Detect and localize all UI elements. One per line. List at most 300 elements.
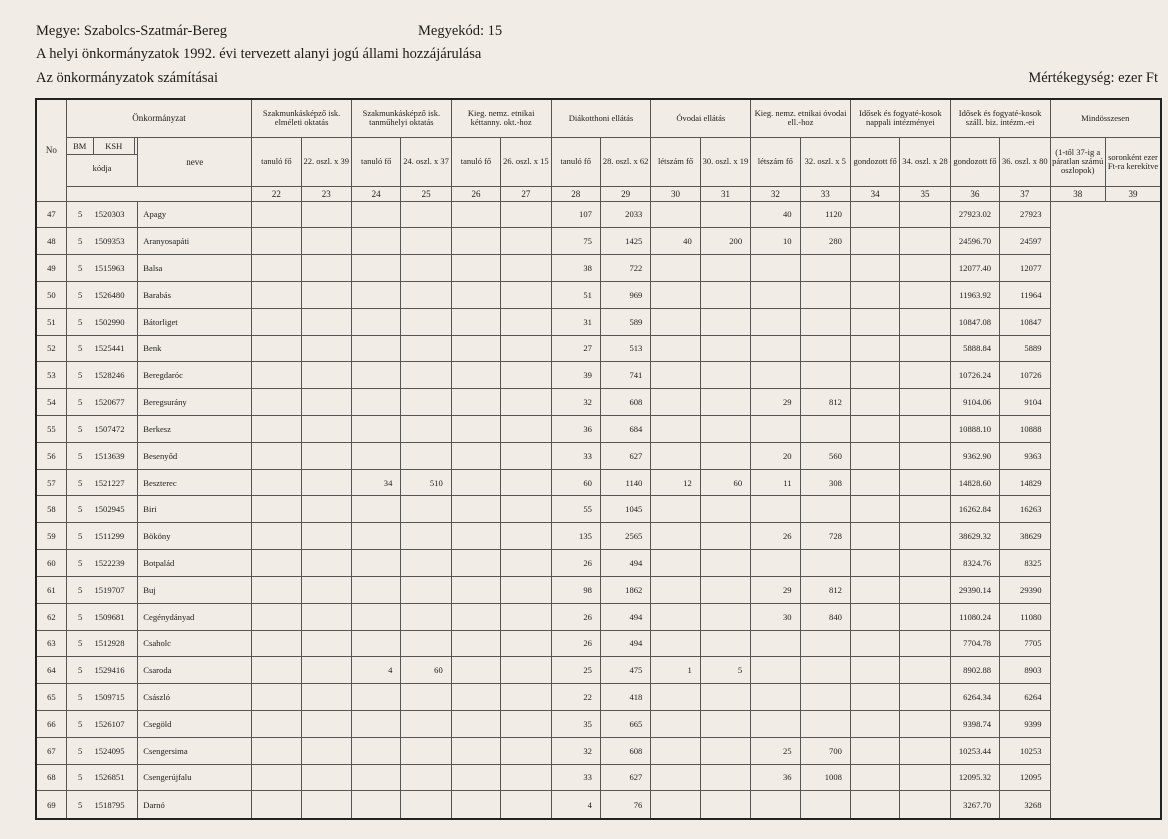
value-cell — [351, 255, 400, 282]
table-row — [36, 335, 1161, 362]
table-row — [36, 255, 1161, 282]
county-code-label: Megyekód: 15 — [418, 23, 503, 39]
value-cell — [800, 684, 850, 711]
municipality-name: Beregdaróc — [138, 362, 252, 389]
value-cell — [751, 335, 800, 362]
value-cell — [451, 416, 500, 443]
total-value: 16262.84 — [950, 496, 999, 523]
value-cell — [700, 442, 750, 469]
value-cell — [751, 657, 800, 684]
total-value: 8324.76 — [950, 550, 999, 577]
value-cell — [700, 335, 750, 362]
value-cell — [252, 657, 301, 684]
value-cell — [351, 281, 400, 308]
value-cell — [301, 255, 351, 282]
total-value: 14828.60 — [950, 469, 999, 496]
value-cell — [800, 255, 850, 282]
value-cell: 1120 — [800, 201, 850, 228]
value-cell — [900, 684, 950, 711]
row-number: 51 — [36, 308, 66, 335]
value-cell — [800, 308, 850, 335]
rounded-total: 38629 — [1000, 523, 1050, 550]
value-cell — [800, 335, 850, 362]
value-cell — [252, 791, 301, 819]
rounded-total: 7705 — [1000, 630, 1050, 657]
row-number: 52 — [36, 335, 66, 362]
value-cell — [700, 737, 750, 764]
value-cell — [850, 228, 899, 255]
rounded-total: 11080 — [1000, 603, 1050, 630]
value-cell — [651, 737, 700, 764]
value-cell: 728 — [800, 523, 850, 550]
municipality-name: Bököny — [138, 523, 252, 550]
value-cell — [351, 523, 400, 550]
value-cell: 34 — [351, 469, 400, 496]
value-cell — [451, 469, 500, 496]
value-cell — [451, 710, 500, 737]
value-cell: 31 — [551, 308, 600, 335]
rounded-total: 6264 — [1000, 684, 1050, 711]
value-cell — [850, 281, 899, 308]
value-cell: 513 — [600, 335, 650, 362]
header-sub: 24. oszl. x 37 — [401, 137, 451, 186]
value-cell: 840 — [800, 603, 850, 630]
value-cell — [401, 576, 451, 603]
ksh-code: 1529416 — [93, 657, 137, 684]
value-cell — [351, 603, 400, 630]
value-cell — [351, 335, 400, 362]
value-cell: 722 — [600, 255, 650, 282]
value-cell — [351, 684, 400, 711]
total-value: 9362.90 — [950, 442, 999, 469]
value-cell — [252, 335, 301, 362]
value-cell — [900, 603, 950, 630]
value-cell: 665 — [600, 710, 650, 737]
value-cell: 2033 — [600, 201, 650, 228]
bm-code: 5 — [66, 603, 93, 630]
value-cell: 33 — [551, 764, 600, 791]
value-cell — [351, 362, 400, 389]
value-cell — [401, 603, 451, 630]
value-cell — [252, 255, 301, 282]
value-cell — [451, 362, 500, 389]
value-cell: 494 — [600, 603, 650, 630]
total-value: 8902.88 — [950, 657, 999, 684]
total-value: 10726.24 — [950, 362, 999, 389]
ksh-code: 1519707 — [93, 576, 137, 603]
row-number: 61 — [36, 576, 66, 603]
value-cell — [900, 550, 950, 577]
unit-label: Mértékegység: ezer Ft — [1028, 70, 1158, 86]
bm-code: 5 — [66, 308, 93, 335]
ksh-code: 1520303 — [93, 201, 137, 228]
value-cell: 10 — [751, 228, 800, 255]
row-number: 47 — [36, 201, 66, 228]
value-cell — [751, 281, 800, 308]
value-cell — [900, 576, 950, 603]
value-cell: 98 — [551, 576, 600, 603]
value-cell — [451, 308, 500, 335]
header-group: Idősek és fogyaté-kosok száll. biz. intézm.-ei — [950, 99, 1050, 137]
value-cell — [301, 335, 351, 362]
row-number: 58 — [36, 496, 66, 523]
value-cell: 60 — [401, 657, 451, 684]
value-cell — [351, 308, 400, 335]
value-cell: 627 — [600, 442, 650, 469]
value-cell — [401, 523, 451, 550]
ksh-code: 1515963 — [93, 255, 137, 282]
header-sub: 26. oszl. x 15 — [501, 137, 551, 186]
value-cell — [401, 255, 451, 282]
header-sub: 28. oszl. x 62 — [600, 137, 650, 186]
header-sub: létszám fő — [751, 137, 800, 186]
ksh-code: 1513639 — [93, 442, 137, 469]
rounded-total: 10888 — [1000, 416, 1050, 443]
total-value: 12077.40 — [950, 255, 999, 282]
value-cell — [451, 228, 500, 255]
value-cell: 29 — [751, 389, 800, 416]
bm-code: 5 — [66, 791, 93, 819]
value-cell — [351, 228, 400, 255]
value-cell: 60 — [700, 469, 750, 496]
value-cell — [800, 362, 850, 389]
municipality-name: Berkesz — [138, 416, 252, 443]
column-number: 37 — [1000, 186, 1050, 201]
value-cell — [700, 764, 750, 791]
ksh-code: 1522239 — [93, 550, 137, 577]
ksh-code: 1509715 — [93, 684, 137, 711]
value-cell — [651, 335, 700, 362]
value-cell — [301, 496, 351, 523]
value-cell — [451, 630, 500, 657]
value-cell — [651, 255, 700, 282]
value-cell — [850, 523, 899, 550]
total-value: 6264.34 — [950, 684, 999, 711]
rounded-total: 3268 — [1000, 791, 1050, 819]
table-row — [36, 416, 1161, 443]
value-cell — [800, 630, 850, 657]
value-cell — [501, 469, 551, 496]
column-number: 39 — [1105, 186, 1161, 201]
rounded-total: 29390 — [1000, 576, 1050, 603]
value-cell — [451, 737, 500, 764]
value-cell — [900, 496, 950, 523]
value-cell: 32 — [551, 737, 600, 764]
value-cell — [700, 603, 750, 630]
value-cell: 26 — [751, 523, 800, 550]
value-cell — [501, 496, 551, 523]
rounded-total: 8903 — [1000, 657, 1050, 684]
value-cell — [751, 684, 800, 711]
header-sub: tanuló fő — [551, 137, 600, 186]
rounded-total: 24597 — [1000, 228, 1050, 255]
value-cell — [301, 630, 351, 657]
value-cell — [252, 281, 301, 308]
header-sub: tanuló fő — [451, 137, 500, 186]
table-row — [36, 764, 1161, 791]
value-cell — [900, 308, 950, 335]
value-cell — [301, 389, 351, 416]
column-number: 27 — [501, 186, 551, 201]
value-cell — [850, 630, 899, 657]
bm-code: 5 — [66, 737, 93, 764]
value-cell: 5 — [700, 657, 750, 684]
value-cell: 700 — [800, 737, 850, 764]
value-cell — [651, 201, 700, 228]
value-cell — [800, 281, 850, 308]
table-row — [36, 362, 1161, 389]
ksh-code: 1502990 — [93, 308, 137, 335]
rounded-total: 9363 — [1000, 442, 1050, 469]
value-cell: 22 — [551, 684, 600, 711]
value-cell — [401, 764, 451, 791]
value-cell — [850, 308, 899, 335]
table-row — [36, 469, 1161, 496]
value-cell: 1045 — [600, 496, 650, 523]
value-cell: 200 — [700, 228, 750, 255]
ksh-code: 1509681 — [93, 603, 137, 630]
value-cell — [401, 362, 451, 389]
header-sub: (1-től 37-ig a páratlan számú oszlopok) — [1050, 137, 1105, 186]
value-cell: 684 — [600, 416, 650, 443]
value-cell — [850, 201, 899, 228]
table-row — [36, 496, 1161, 523]
value-cell — [900, 523, 950, 550]
municipality-name: Aranyosapáti — [138, 228, 252, 255]
value-cell — [900, 362, 950, 389]
value-cell — [401, 684, 451, 711]
value-cell: 26 — [551, 603, 600, 630]
header-sub: tanuló fő — [252, 137, 301, 186]
value-cell — [800, 416, 850, 443]
ksh-code: 1518795 — [93, 791, 137, 819]
municipality-name: Bátorliget — [138, 308, 252, 335]
value-cell: 40 — [651, 228, 700, 255]
municipality-name: Benk — [138, 335, 252, 362]
value-cell — [700, 308, 750, 335]
value-cell — [252, 496, 301, 523]
value-cell — [301, 416, 351, 443]
value-cell — [451, 576, 500, 603]
value-cell: 608 — [600, 389, 650, 416]
value-cell — [850, 550, 899, 577]
total-value: 38629.32 — [950, 523, 999, 550]
value-cell — [700, 684, 750, 711]
row-number: 54 — [36, 389, 66, 416]
row-number: 63 — [36, 630, 66, 657]
total-value: 5888.84 — [950, 335, 999, 362]
value-cell — [651, 308, 700, 335]
column-number: 25 — [401, 186, 451, 201]
value-cell — [700, 496, 750, 523]
value-cell — [700, 416, 750, 443]
municipality-name: Csaroda — [138, 657, 252, 684]
value-cell — [751, 255, 800, 282]
value-cell — [351, 496, 400, 523]
bm-code: 5 — [66, 281, 93, 308]
value-cell — [252, 523, 301, 550]
document-subtitle: Az önkormányzatok számításai — [36, 70, 218, 86]
column-number: 28 — [551, 186, 600, 201]
header-code-cell — [66, 137, 138, 186]
value-cell — [401, 335, 451, 362]
value-cell — [501, 523, 551, 550]
value-cell — [900, 335, 950, 362]
rounded-total: 11964 — [1000, 281, 1050, 308]
municipality-name: Csengersima — [138, 737, 252, 764]
column-number: 30 — [651, 186, 700, 201]
value-cell — [800, 550, 850, 577]
bm-code: 5 — [66, 469, 93, 496]
value-cell: 494 — [600, 630, 650, 657]
value-cell — [800, 791, 850, 819]
row-number: 68 — [36, 764, 66, 791]
value-cell — [850, 469, 899, 496]
value-cell — [850, 255, 899, 282]
table-row — [36, 791, 1161, 819]
bm-code: 5 — [66, 228, 93, 255]
value-cell — [501, 389, 551, 416]
value-cell: 40 — [751, 201, 800, 228]
value-cell — [800, 657, 850, 684]
value-cell — [252, 442, 301, 469]
value-cell — [401, 496, 451, 523]
total-value: 7704.78 — [950, 630, 999, 657]
value-cell — [351, 630, 400, 657]
total-value: 9398.74 — [950, 710, 999, 737]
value-cell — [850, 335, 899, 362]
value-cell — [900, 791, 950, 819]
value-cell — [301, 281, 351, 308]
column-number: 36 — [950, 186, 999, 201]
value-cell — [301, 523, 351, 550]
value-cell — [252, 201, 301, 228]
value-cell — [850, 764, 899, 791]
header-group: Szakmunkásképző isk. elméleti oktatás — [252, 99, 352, 137]
municipality-name: Biri — [138, 496, 252, 523]
municipality-name: Császló — [138, 684, 252, 711]
header-sub: 32. oszl. x 5 — [800, 137, 850, 186]
value-cell — [301, 737, 351, 764]
value-cell — [501, 630, 551, 657]
value-cell — [900, 737, 950, 764]
header-group: Kieg. nemz. etnikai óvodai ell.-hoz — [751, 99, 851, 137]
bm-code: 5 — [66, 442, 93, 469]
value-cell: 51 — [551, 281, 600, 308]
value-cell — [351, 416, 400, 443]
value-cell — [501, 710, 551, 737]
table-row — [36, 710, 1161, 737]
rounded-total: 10726 — [1000, 362, 1050, 389]
bm-code: 5 — [66, 710, 93, 737]
value-cell — [351, 764, 400, 791]
value-cell — [700, 281, 750, 308]
value-cell — [301, 710, 351, 737]
row-number: 49 — [36, 255, 66, 282]
value-cell — [451, 764, 500, 791]
value-cell — [301, 228, 351, 255]
value-cell: 32 — [551, 389, 600, 416]
value-cell: 969 — [600, 281, 650, 308]
value-cell — [252, 737, 301, 764]
value-cell: 76 — [600, 791, 650, 819]
column-number: 38 — [1050, 186, 1105, 201]
value-cell — [351, 201, 400, 228]
table-row — [36, 228, 1161, 255]
value-cell — [301, 550, 351, 577]
value-cell — [501, 550, 551, 577]
value-cell: 308 — [800, 469, 850, 496]
total-value: 3267.70 — [950, 791, 999, 819]
table-row — [36, 603, 1161, 630]
municipality-name: Apagy — [138, 201, 252, 228]
rounded-total: 12095 — [1000, 764, 1050, 791]
table-row — [36, 523, 1161, 550]
row-number: 55 — [36, 416, 66, 443]
value-cell — [252, 228, 301, 255]
ksh-code: 1526851 — [93, 764, 137, 791]
value-cell — [651, 630, 700, 657]
bm-code: 5 — [66, 416, 93, 443]
value-cell — [700, 255, 750, 282]
value-cell — [900, 255, 950, 282]
rounded-total: 27923 — [1000, 201, 1050, 228]
ksh-code: 1525441 — [93, 335, 137, 362]
value-cell — [751, 550, 800, 577]
value-cell — [401, 389, 451, 416]
value-cell: 475 — [600, 657, 650, 684]
column-number: 35 — [900, 186, 950, 201]
value-cell — [252, 416, 301, 443]
value-cell: 27 — [551, 335, 600, 362]
value-cell — [700, 710, 750, 737]
value-cell — [301, 201, 351, 228]
ksh-code: 1512928 — [93, 630, 137, 657]
value-cell — [900, 630, 950, 657]
column-number: 23 — [301, 186, 351, 201]
value-cell: 280 — [800, 228, 850, 255]
value-cell — [651, 576, 700, 603]
county-label: Megye: Szabolcs-Szatmár-Bereg — [36, 23, 227, 39]
column-number: 22 — [252, 186, 301, 201]
value-cell — [651, 550, 700, 577]
document-title: A helyi önkormányzatok 1992. évi tervezett alanyi jogú állami hozzájárulása — [36, 46, 482, 62]
value-cell — [401, 308, 451, 335]
row-number: 59 — [36, 523, 66, 550]
municipality-name: Csaholc — [138, 630, 252, 657]
value-cell: 2565 — [600, 523, 650, 550]
ksh-code: 1509353 — [93, 228, 137, 255]
header-sub: soronként ezer Ft-ra kerekítve — [1105, 137, 1161, 186]
value-cell — [301, 603, 351, 630]
column-number: 24 — [351, 186, 400, 201]
value-cell — [850, 576, 899, 603]
value-cell: 25 — [551, 657, 600, 684]
header-sub: gondozott fő — [850, 137, 899, 186]
value-cell — [301, 657, 351, 684]
value-cell — [651, 496, 700, 523]
value-cell: 560 — [800, 442, 850, 469]
value-cell — [850, 442, 899, 469]
value-cell — [252, 603, 301, 630]
header-group: Óvodai ellátás — [651, 99, 751, 137]
value-cell — [651, 710, 700, 737]
value-cell — [451, 550, 500, 577]
total-value: 29390.14 — [950, 576, 999, 603]
value-cell — [651, 281, 700, 308]
value-cell — [700, 201, 750, 228]
total-value: 10888.10 — [950, 416, 999, 443]
